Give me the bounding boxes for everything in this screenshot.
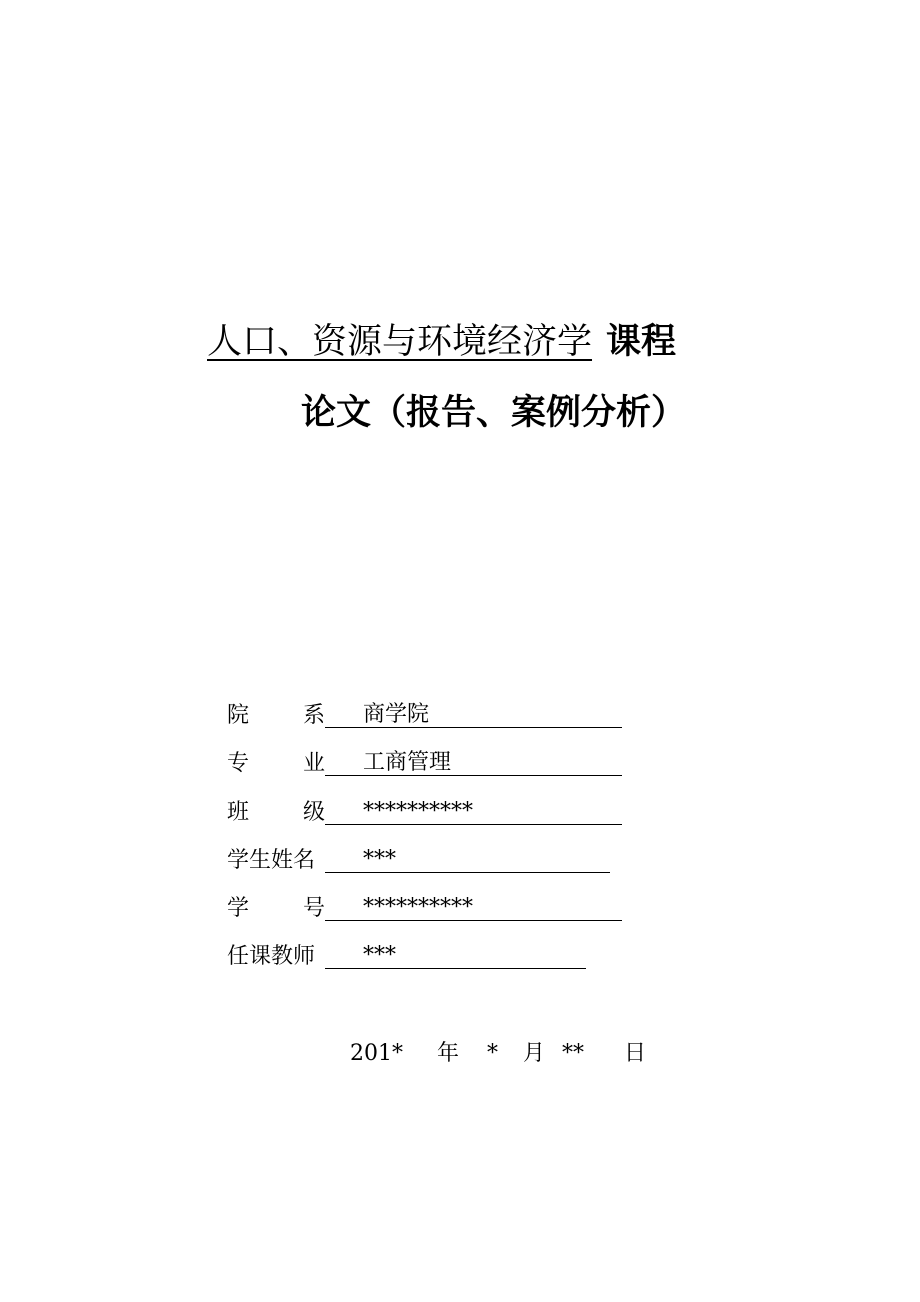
date-month: *: [487, 1041, 498, 1066]
department-label: 院 系: [227, 703, 325, 728]
date-day-unit: 日: [624, 1041, 647, 1066]
teacher-label: 任课教师: [227, 944, 316, 969]
department-value: 商学院: [325, 699, 622, 728]
major-value: 工商管理: [325, 747, 622, 776]
student-name-label: 学生姓名: [227, 848, 316, 873]
date-month-unit: 月: [523, 1041, 546, 1066]
title-line-1: [207, 318, 676, 366]
course-name: 人口、资源与环境经济学: [207, 322, 593, 362]
teacher-value: ***: [325, 940, 586, 969]
date-year-unit: 年: [437, 1041, 460, 1066]
date-year: 201*: [350, 1041, 403, 1066]
class-value: **********: [325, 796, 622, 825]
date-day: **: [562, 1041, 584, 1066]
student-name-value: ***: [325, 844, 610, 873]
major-label: 专 业: [227, 751, 325, 776]
title-suffix: 课程: [606, 322, 677, 362]
student-id-label: 学 号: [227, 896, 325, 921]
title-line-2: 论文（报告、案例分析）: [301, 393, 687, 433]
class-label: 班 级: [227, 800, 325, 825]
student-id-value: **********: [325, 892, 622, 921]
